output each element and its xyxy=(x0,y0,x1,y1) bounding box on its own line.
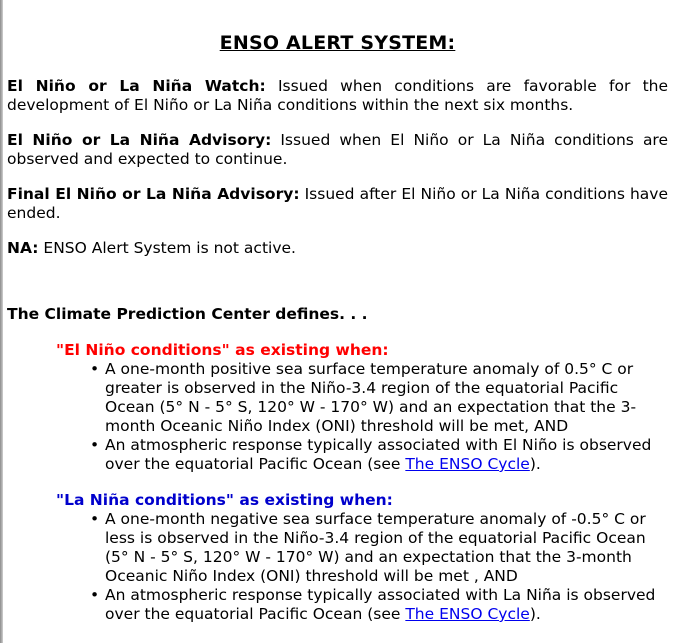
definition-na xyxy=(7,239,668,258)
list-item xyxy=(90,586,668,624)
list-item-text-after: ). xyxy=(529,455,541,473)
list-item xyxy=(90,510,668,586)
el-nino-conditions-section xyxy=(56,341,668,474)
list-item xyxy=(90,436,668,474)
enso-page xyxy=(7,0,668,624)
el-nino-conditions-heading: "El Niño conditions" as existing when: xyxy=(56,341,389,359)
el-nino-criteria-list xyxy=(56,360,668,474)
bullet-icon: • xyxy=(90,360,100,378)
definition-term: El Niño or La Niña Advisory: xyxy=(7,131,272,149)
definition-text: Issued after El Niño or La Niña conditions have ended. xyxy=(7,185,668,222)
left-edge-rule xyxy=(0,0,3,643)
cpc-heading: The Climate Prediction Center defines. . . xyxy=(7,305,368,323)
definition-term: NA: xyxy=(7,239,39,257)
list-item-text-after: ). xyxy=(529,605,541,623)
list-item-text: A one-month negative sea surface temperature anomaly of -0.5° C or less is observed in the Niño-3.4 region of the equatorial Pacific Ocean (5° N - 5° S, 120° W - 170° W) and an expectation that the 3-month Oceanic Niño Index (ONI) threshold will be met , AND xyxy=(105,510,646,585)
la-nina-conditions-section xyxy=(56,491,668,624)
definition-watch xyxy=(7,77,668,115)
bullet-icon: • xyxy=(90,586,100,604)
definition-text: ENSO Alert System is not active. xyxy=(38,239,296,257)
list-item-text: A one-month positive sea surface temperature anomaly of 0.5° C or greater is observed in the Niño-3.4 region of the equatorial Pacific Ocean (5° N - 5° S, 120° W - 170° W) and an expectation that the 3-month Oceanic Niño Index (ONI) threshold will be met, AND xyxy=(105,360,637,435)
definition-final-advisory xyxy=(7,185,668,223)
definition-term: El Niño or La Niña Watch: xyxy=(7,77,266,95)
list-item-text: An atmospheric response typically associated with El Niño is observed over the equatorial Pacific Ocean (see xyxy=(105,436,652,473)
bullet-icon: • xyxy=(90,436,100,454)
definition-term: Final El Niño or La Niña Advisory: xyxy=(7,185,300,203)
la-nina-conditions-heading: "La Niña conditions" as existing when: xyxy=(56,491,393,509)
definition-text: Issued when El Niño or La Niña conditions are observed and expected to continue. xyxy=(7,131,669,168)
enso-cycle-link[interactable]: The ENSO Cycle xyxy=(405,455,530,473)
list-item xyxy=(90,360,668,436)
enso-cycle-link[interactable]: The ENSO Cycle xyxy=(405,605,530,623)
definition-text: Issued when conditions are favorable for the development of El Niño or La Niña conditions within the next six months. xyxy=(7,77,669,114)
la-nina-criteria-list xyxy=(56,510,668,624)
bullet-icon: • xyxy=(90,510,100,528)
page-title: ENSO ALERT SYSTEM: xyxy=(219,32,456,54)
list-item-text: An atmospheric response typically associated with La Niña is observed over the equatorial Pacific Ocean (see xyxy=(105,586,656,623)
definition-advisory xyxy=(7,131,668,169)
